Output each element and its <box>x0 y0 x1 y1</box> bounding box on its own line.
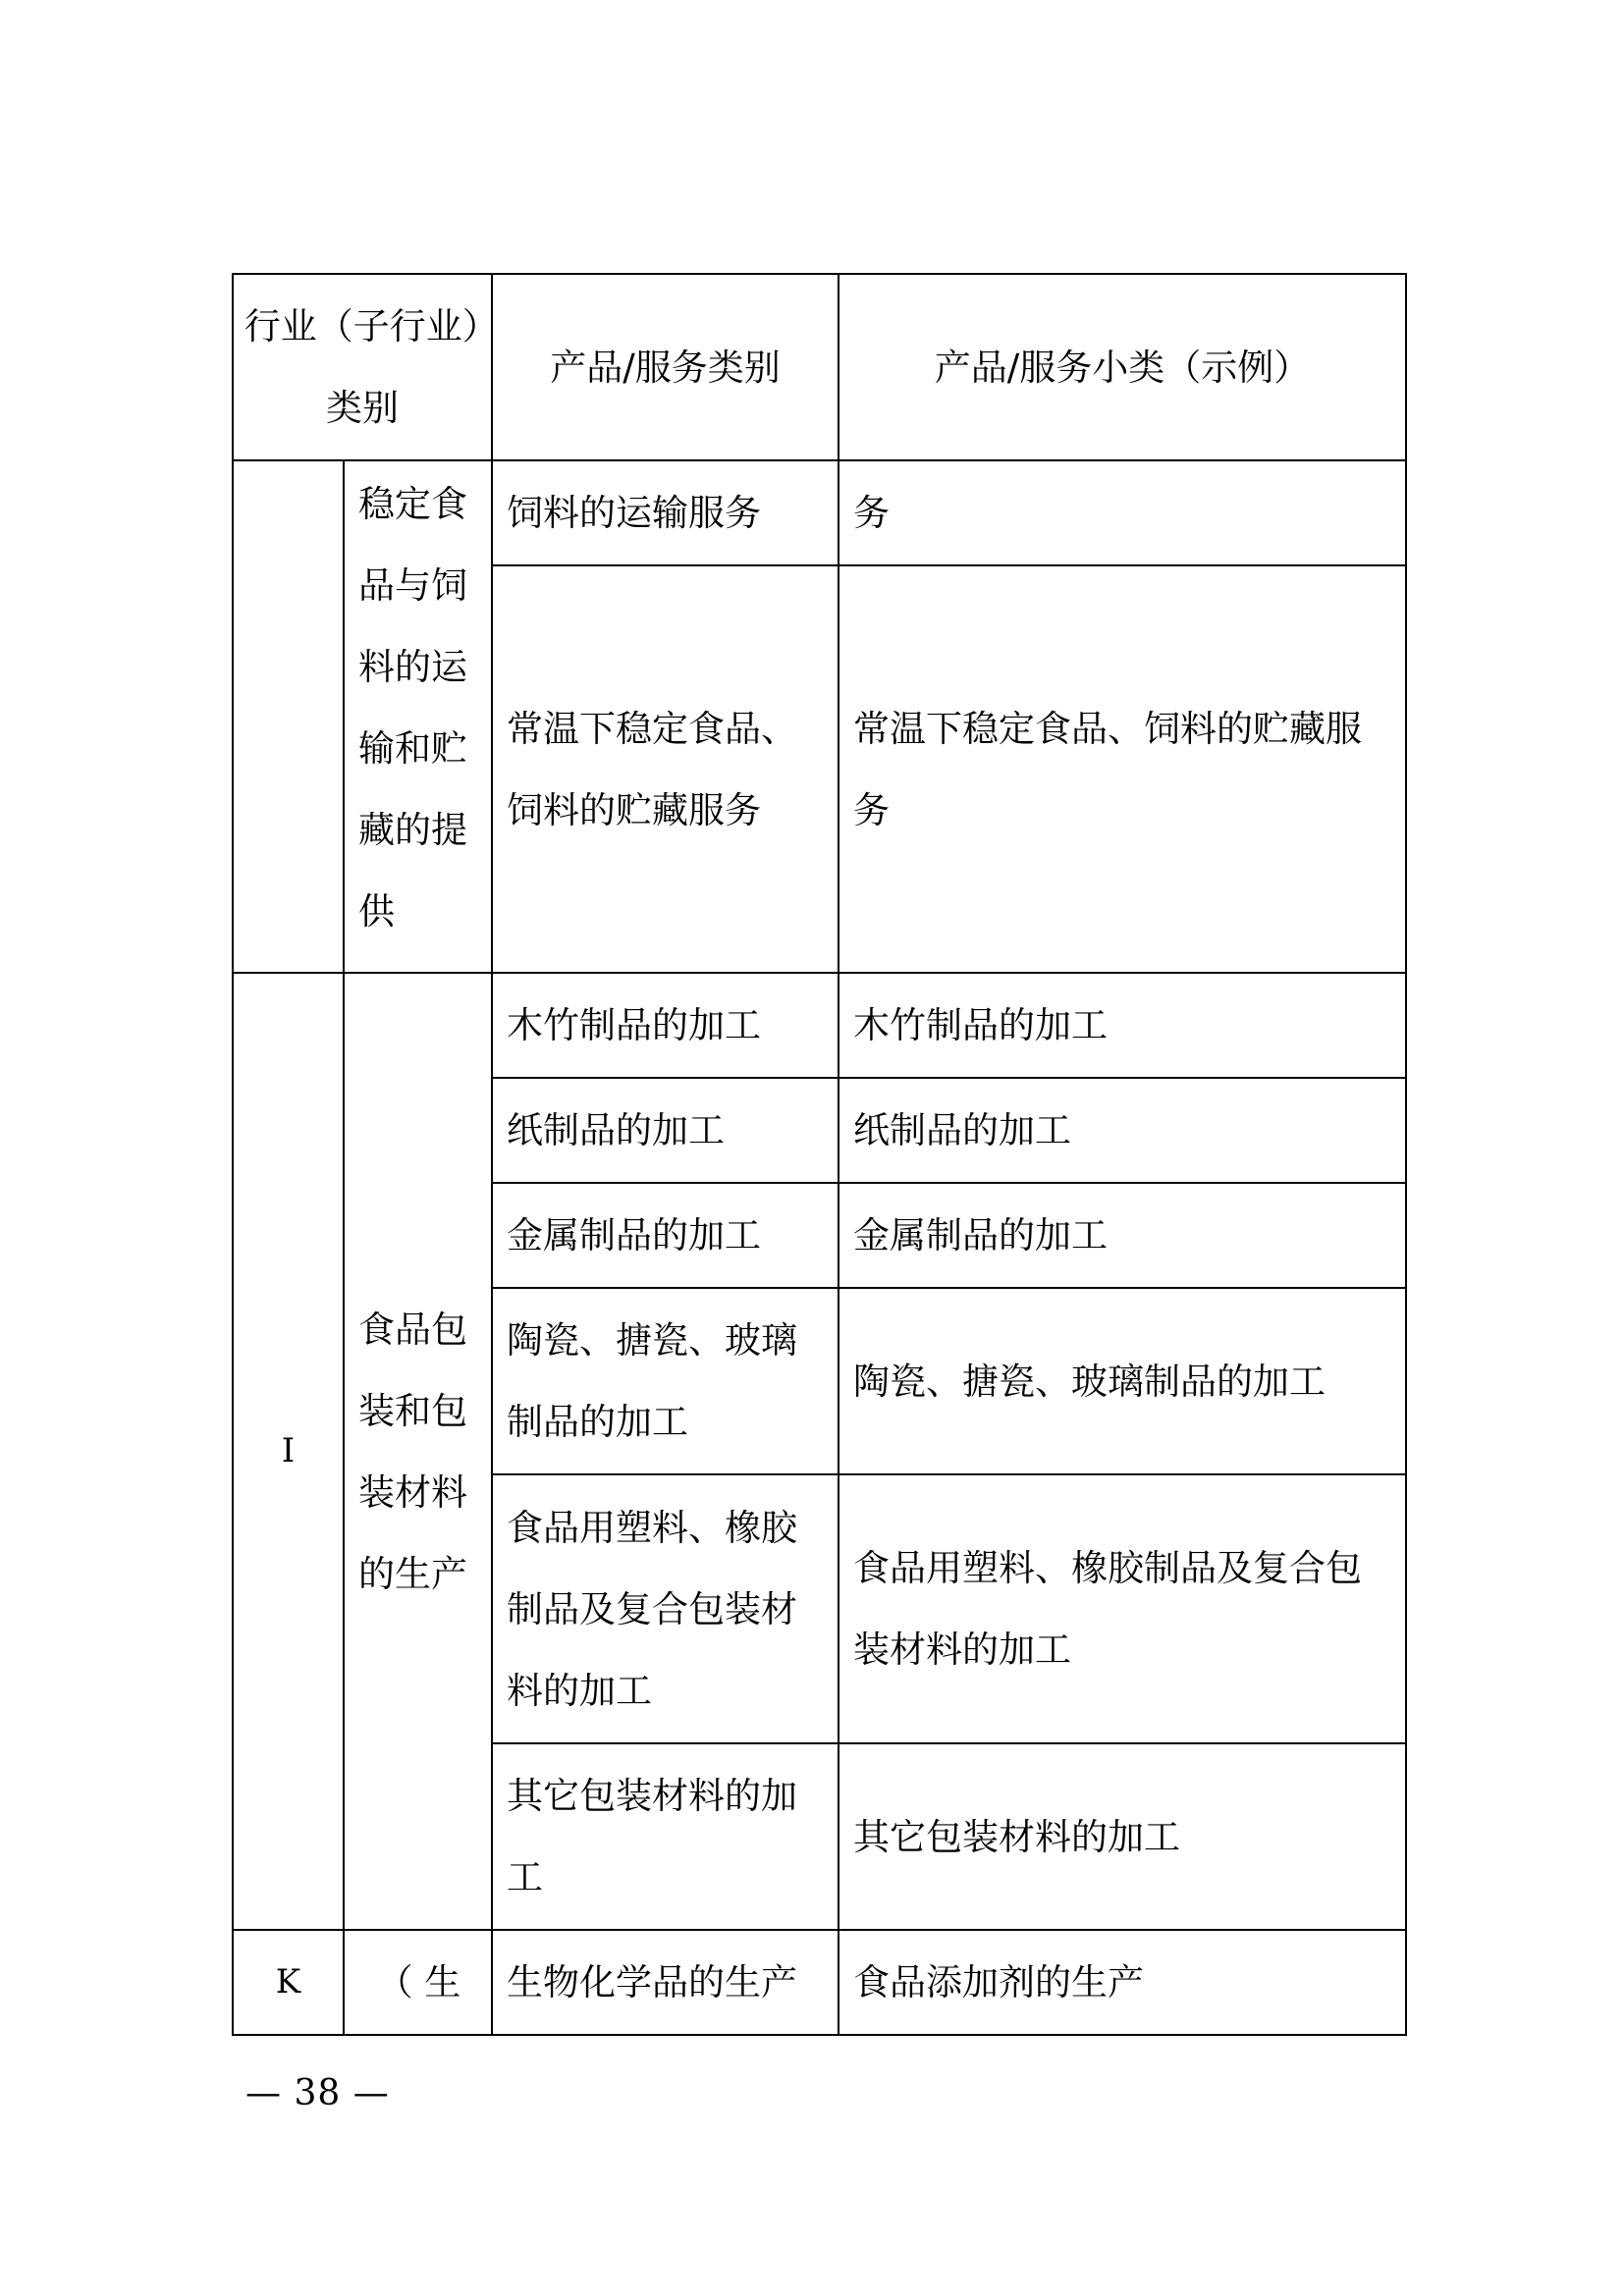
subcategory-cell: 务 <box>839 460 1406 565</box>
classification-table <box>232 273 1407 2036</box>
header-category: 产品/服务类别 <box>492 274 839 460</box>
subindustry-cell: 食品包装和包装材料的生产 <box>344 973 492 1930</box>
industry-code-cell: K <box>233 1930 344 2035</box>
category-cell: 生物化学品的生产 <box>492 1930 839 2035</box>
subindustry-cell: （ 生 <box>344 1930 492 2035</box>
header-industry: 行业（子行业）类别 <box>233 274 492 460</box>
header-row <box>233 274 1406 460</box>
subcategory-cell: 常温下稳定食品、饲料的贮藏服务 <box>839 565 1406 973</box>
subindustry-cell: 稳定食品与饲料的运输和贮藏的提供 <box>344 460 492 973</box>
industry-code-cell <box>233 460 344 973</box>
category-cell: 饲料的运输服务 <box>492 460 839 565</box>
category-cell: 其它包装材料的加工 <box>492 1743 839 1930</box>
subcategory-cell: 陶瓷、搪瓷、玻璃制品的加工 <box>839 1288 1406 1474</box>
category-cell: 陶瓷、搪瓷、玻璃制品的加工 <box>492 1288 839 1474</box>
table-row <box>233 1930 1406 2035</box>
subcategory-cell: 食品添加剂的生产 <box>839 1930 1406 2035</box>
category-cell: 常温下稳定食品、饲料的贮藏服务 <box>492 565 839 973</box>
subcategory-cell: 金属制品的加工 <box>839 1183 1406 1288</box>
subcategory-cell: 木竹制品的加工 <box>839 973 1406 1078</box>
category-cell: 食品用塑料、橡胶制品及复合包装材料的加工 <box>492 1474 839 1743</box>
category-cell: 木竹制品的加工 <box>492 973 839 1078</box>
industry-code-cell: I <box>233 973 344 1930</box>
header-subcategory: 产品/服务小类（示例） <box>839 274 1406 460</box>
category-cell: 纸制品的加工 <box>492 1078 839 1183</box>
subcategory-cell: 其它包装材料的加工 <box>839 1743 1406 1930</box>
page-number: — 38 — <box>245 2073 390 2113</box>
subcategory-cell: 纸制品的加工 <box>839 1078 1406 1183</box>
subcategory-cell: 食品用塑料、橡胶制品及复合包装材料的加工 <box>839 1474 1406 1743</box>
table-row <box>233 973 1406 1078</box>
category-cell: 金属制品的加工 <box>492 1183 839 1288</box>
table-row <box>233 460 1406 565</box>
